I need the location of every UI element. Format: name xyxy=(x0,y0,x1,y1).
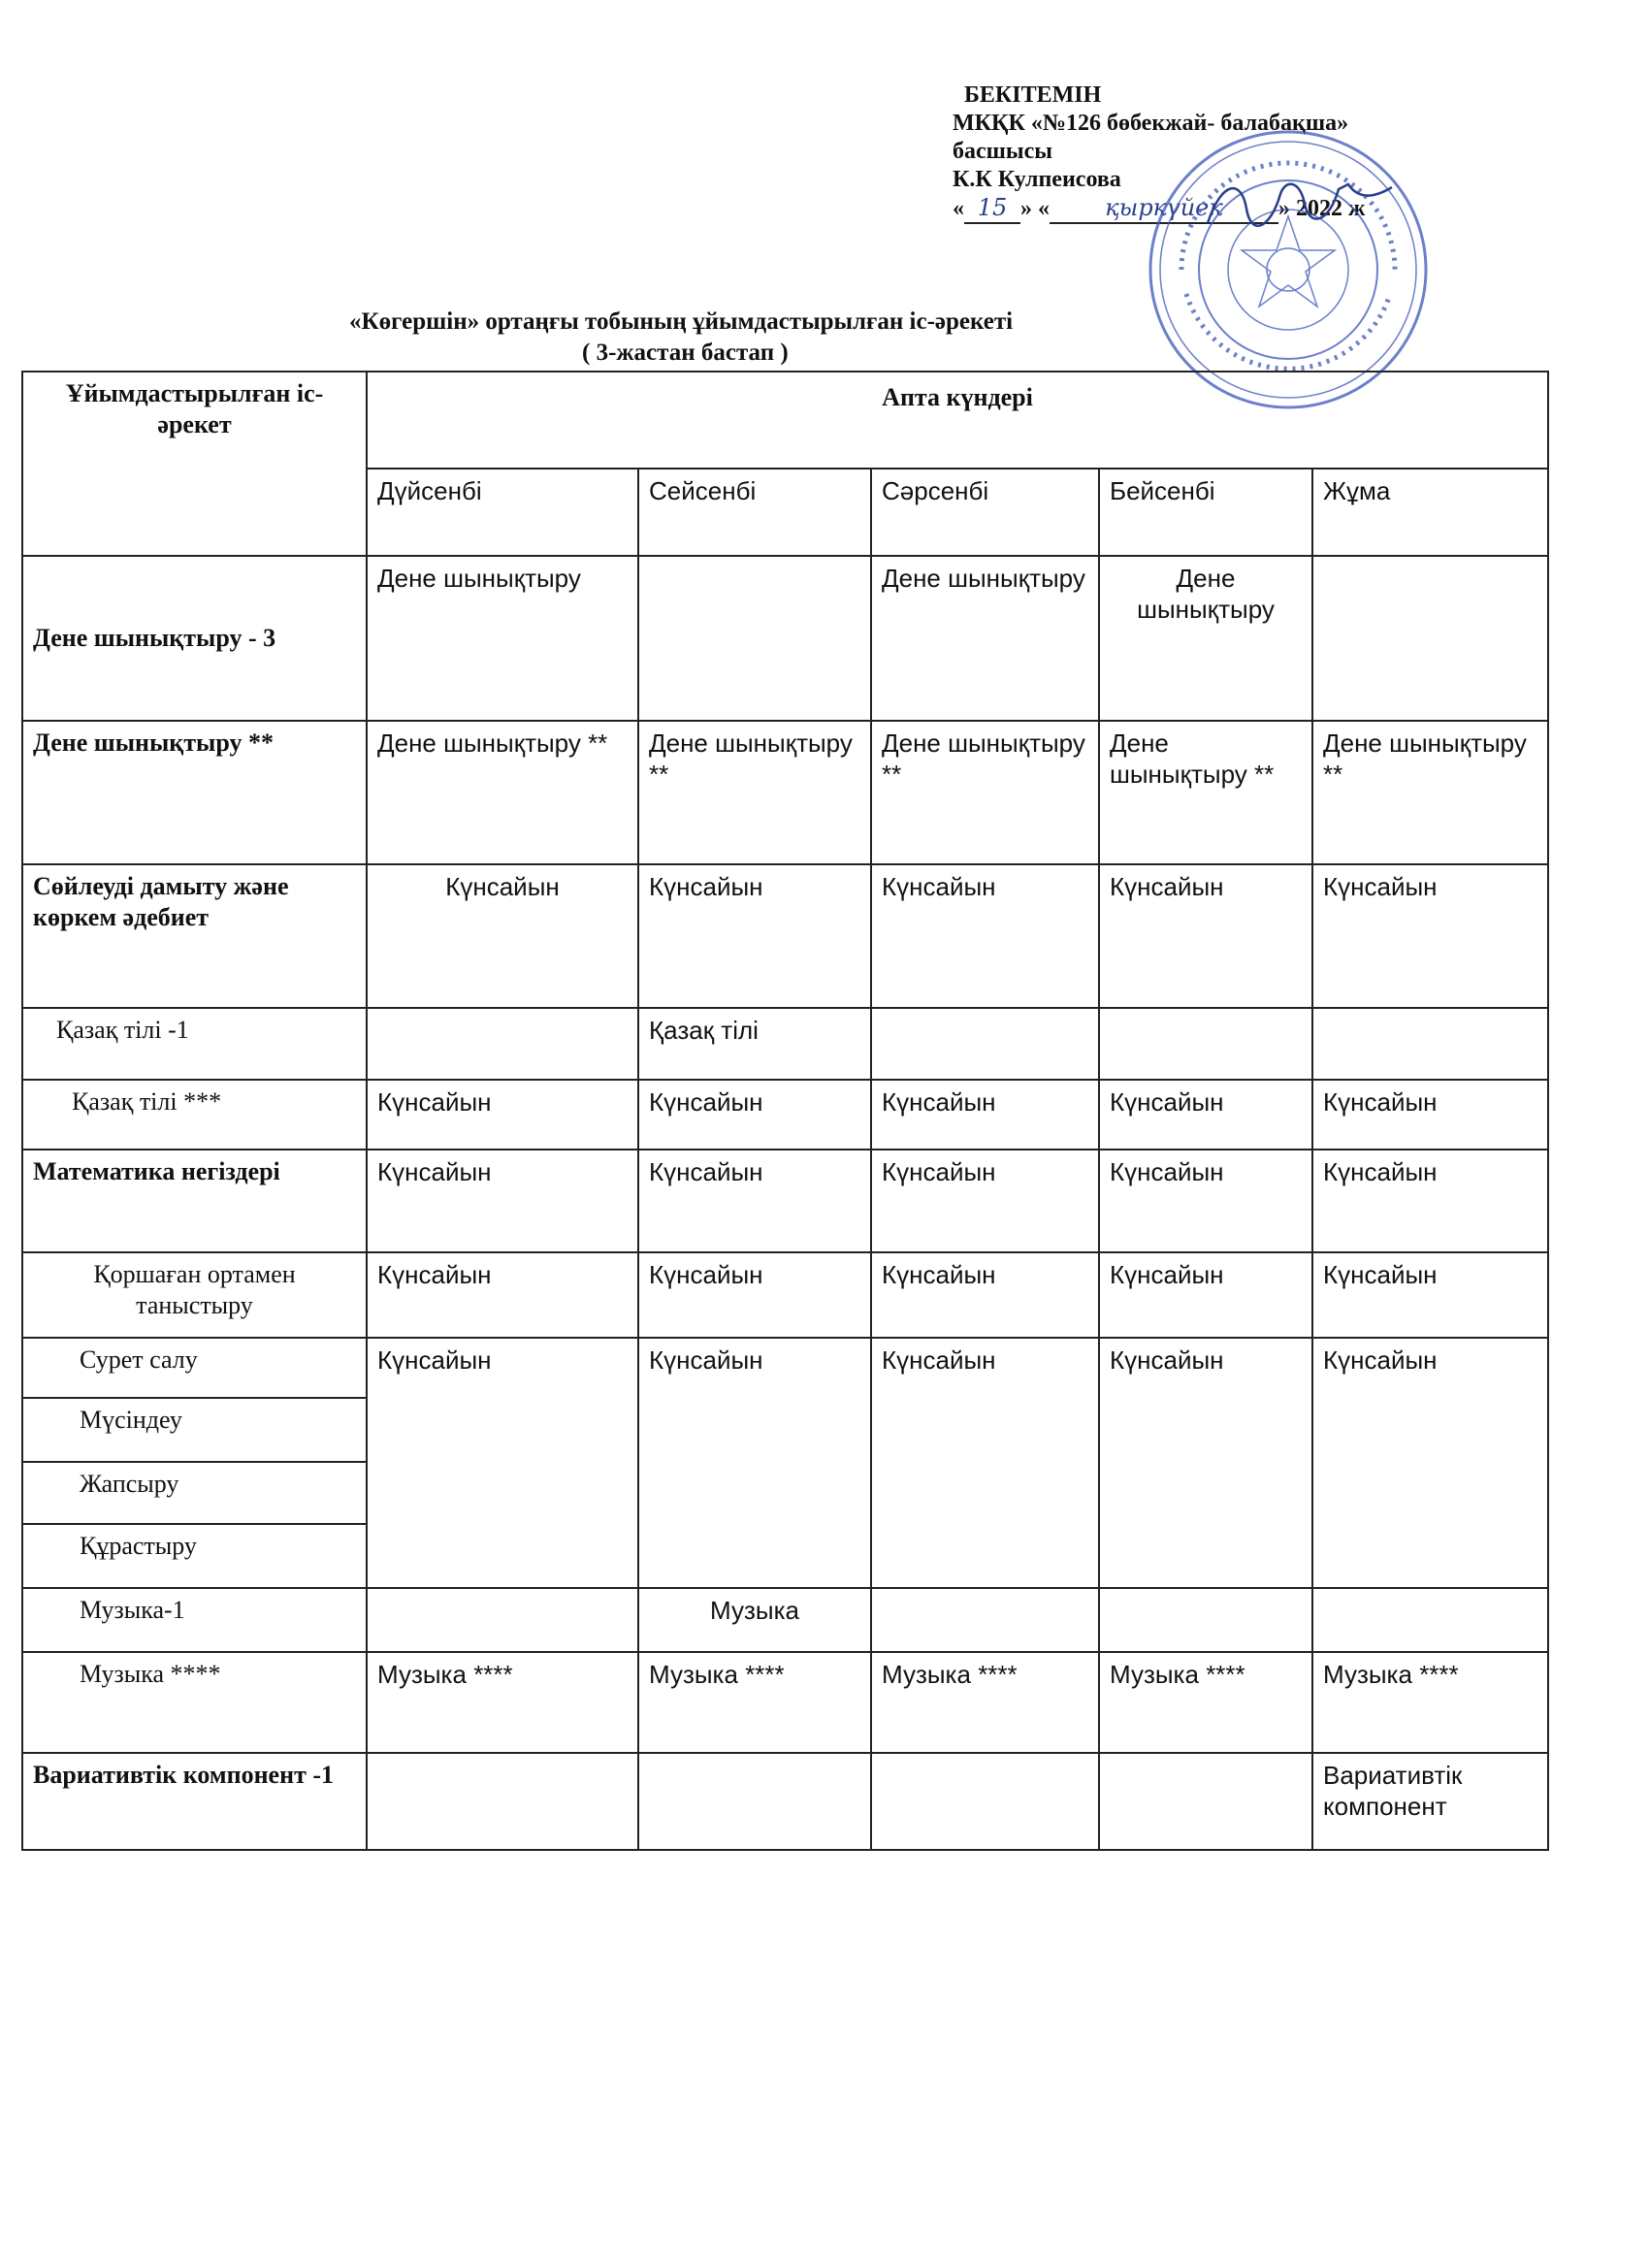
cell-art-tue: Күнсайын xyxy=(638,1338,871,1588)
date-month: қыркүйек xyxy=(1050,194,1278,224)
cell-music-star-fri: Музыка **** xyxy=(1312,1652,1548,1753)
cell-pe3-mon: Дене шынықтыру xyxy=(367,556,638,721)
cell-music1-fri xyxy=(1312,1588,1548,1652)
approval-position: басшысы xyxy=(953,139,1053,164)
day-friday: Жұма xyxy=(1312,469,1548,556)
row-label-pe-star: Дене шынықтыру ** xyxy=(22,721,367,864)
row-label-constructing: Құрастыру xyxy=(22,1524,367,1588)
table-row xyxy=(22,1252,1548,1338)
cell-speech-mon: Күнсайын xyxy=(367,864,638,1008)
row-label-music1: Музыка-1 xyxy=(22,1588,367,1652)
cell-speech-tue: Күнсайын xyxy=(638,864,871,1008)
row-label-applique: Жапсыру xyxy=(22,1462,367,1524)
cell-pe3-fri xyxy=(1312,556,1548,721)
row-label-variative: Вариативтік компонент -1 xyxy=(22,1753,367,1850)
cell-math-tue: Күнсайын xyxy=(638,1150,871,1252)
corner-header: Ұйымдастырылған іс-әрекет xyxy=(22,372,367,556)
signature-icon xyxy=(1203,170,1397,238)
approval-organization: МКҚК «№126 бөбекжай- балабақша» xyxy=(953,111,1349,136)
date-year: » 2022 ж xyxy=(1278,196,1366,221)
row-label-pe3: Дене шынықтыру - 3 xyxy=(22,556,367,721)
cell-variative-mon xyxy=(367,1753,638,1850)
cell-kaz-star-thu: Күнсайын xyxy=(1099,1080,1312,1150)
cell-math-mon: Күнсайын xyxy=(367,1150,638,1252)
cell-variative-fri: Вариативтік компонент xyxy=(1312,1753,1548,1850)
day-monday: Дүйсенбі xyxy=(367,469,638,556)
cell-pe3-thu: Дене шынықтыру xyxy=(1099,556,1312,721)
cell-math-thu: Күнсайын xyxy=(1099,1150,1312,1252)
table-row xyxy=(22,556,1548,721)
table-row xyxy=(22,1080,1548,1150)
cell-music-star-mon: Музыка **** xyxy=(367,1652,638,1753)
week-days-header: Апта күндері xyxy=(367,372,1548,469)
cell-pe-star-mon: Дене шынықтыру ** xyxy=(367,721,638,864)
cell-variative-wed xyxy=(871,1753,1099,1850)
cell-math-fri: Күнсайын xyxy=(1312,1150,1548,1252)
cell-speech-thu: Күнсайын xyxy=(1099,864,1312,1008)
cell-kaz-star-wed: Күнсайын xyxy=(871,1080,1099,1150)
cell-pe-star-thu: Дене шынықтыру ** xyxy=(1099,721,1312,864)
cell-kaz-star-fri: Күнсайын xyxy=(1312,1080,1548,1150)
cell-music-star-tue: Музыка **** xyxy=(638,1652,871,1753)
row-label-env: Қоршаған ортамен таныстыру xyxy=(22,1252,367,1338)
cell-variative-tue xyxy=(638,1753,871,1850)
date-day: 15 xyxy=(964,194,1020,224)
cell-speech-fri: Күнсайын xyxy=(1312,864,1548,1008)
cell-art-fri: Күнсайын xyxy=(1312,1338,1548,1588)
day-thursday: Бейсенбі xyxy=(1099,469,1312,556)
cell-art-wed: Күнсайын xyxy=(871,1338,1099,1588)
table-row xyxy=(22,1008,1548,1080)
cell-art-mon: Күнсайын xyxy=(367,1338,638,1588)
table-row xyxy=(22,1652,1548,1753)
row-label-music-star: Музыка **** xyxy=(22,1652,367,1753)
cell-music1-mon xyxy=(367,1588,638,1652)
cell-kaz1-mon xyxy=(367,1008,638,1080)
document-subtitle: ( 3-жастан бастап ) xyxy=(582,340,789,366)
cell-kaz-star-tue: Күнсайын xyxy=(638,1080,871,1150)
table-row xyxy=(22,721,1548,864)
cell-kaz-star-mon: Күнсайын xyxy=(367,1080,638,1150)
date-quote-mid: » « xyxy=(1020,196,1050,221)
cell-music-star-thu: Музыка **** xyxy=(1099,1652,1312,1753)
cell-math-wed: Күнсайын xyxy=(871,1150,1099,1252)
row-label-kaz1: Қазақ тілі -1 xyxy=(22,1008,367,1080)
cell-music1-tue: Музыка xyxy=(638,1588,871,1652)
cell-music1-thu xyxy=(1099,1588,1312,1652)
cell-pe3-wed: Дене шынықтыру xyxy=(871,556,1099,721)
approval-signatory: К.К Кулпеисова xyxy=(953,167,1121,192)
cell-env-wed: Күнсайын xyxy=(871,1252,1099,1338)
table-row xyxy=(22,1150,1548,1252)
cell-env-mon: Күнсайын xyxy=(367,1252,638,1338)
document-title: «Көгершін» ортаңғы тобының ұйымдастырылған іс-әрекеті xyxy=(349,308,1014,335)
cell-music-star-wed: Музыка **** xyxy=(871,1652,1099,1753)
date-quote-open: « xyxy=(953,196,964,221)
row-label-math: Математика негіздері xyxy=(22,1150,367,1252)
approval-heading: БЕКІТЕМІН xyxy=(964,82,1102,108)
table-row xyxy=(22,1338,1548,1398)
table-row xyxy=(22,1588,1548,1652)
table-row xyxy=(22,864,1548,1008)
table-header-row xyxy=(22,372,1548,469)
row-label-sculpting: Мүсіндеу xyxy=(22,1398,367,1462)
day-tuesday: Сейсенбі xyxy=(638,469,871,556)
cell-kaz1-wed xyxy=(871,1008,1099,1080)
cell-pe3-tue xyxy=(638,556,871,721)
cell-art-thu: Күнсайын xyxy=(1099,1338,1312,1588)
row-label-speech: Сөйлеуді дамыту және көркем әдебиет xyxy=(22,864,367,1008)
row-label-drawing: Сурет салу xyxy=(22,1338,367,1398)
cell-env-thu: Күнсайын xyxy=(1099,1252,1312,1338)
cell-pe-star-tue: Дене шынықтыру ** xyxy=(638,721,871,864)
cell-kaz1-fri xyxy=(1312,1008,1548,1080)
cell-music1-wed xyxy=(871,1588,1099,1652)
cell-variative-thu xyxy=(1099,1753,1312,1850)
cell-pe-star-wed: Дене шынықтыру ** xyxy=(871,721,1099,864)
schedule-table xyxy=(21,371,1549,1851)
table-row xyxy=(22,1753,1548,1850)
day-wednesday: Сәрсенбі xyxy=(871,469,1099,556)
cell-env-fri: Күнсайын xyxy=(1312,1252,1548,1338)
cell-kaz1-thu xyxy=(1099,1008,1312,1080)
cell-pe-star-fri: Дене шынықтыру ** xyxy=(1312,721,1548,864)
cell-kaz1-tue: Қазақ тілі xyxy=(638,1008,871,1080)
cell-env-tue: Күнсайын xyxy=(638,1252,871,1338)
cell-speech-wed: Күнсайын xyxy=(871,864,1099,1008)
row-label-kaz-star: Қазақ тілі *** xyxy=(22,1080,367,1150)
